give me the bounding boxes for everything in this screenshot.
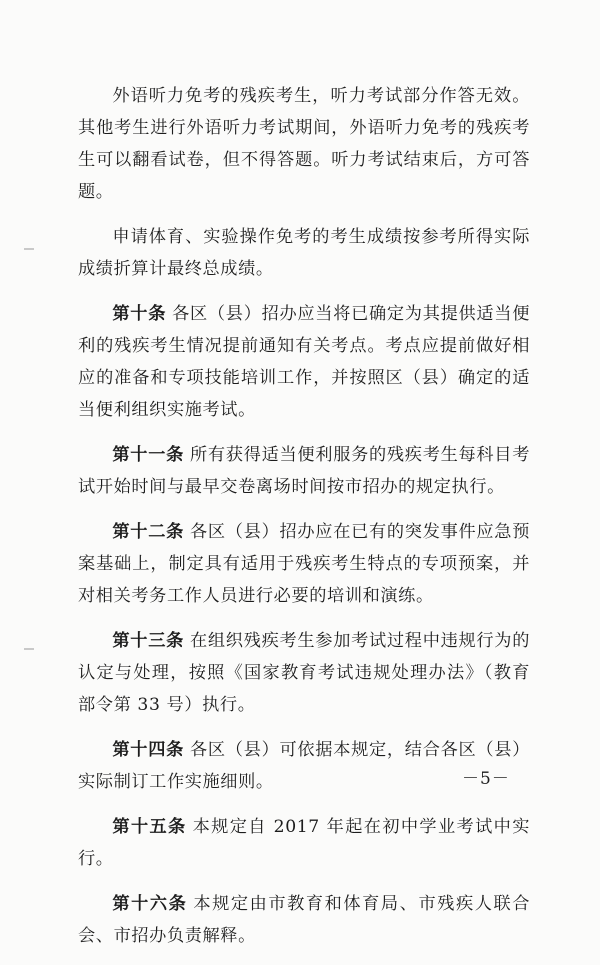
article-number: 第十四条 [112, 740, 184, 760]
article-number: 第十六条 [112, 894, 188, 914]
paragraph-text: 各区（县）招办应在已有的突发事件应急预案基础上，制定具有适用于残疾考生特点的专项预案，并对相关考务工作人员进行必要的培训和演练。 [78, 522, 530, 606]
article-11 [78, 439, 530, 503]
paragraph-text: 各区（县）可依据本规定，结合各区（县）实际制订工作实施细则。 [78, 740, 530, 792]
paragraph-text: 外语听力免考的残疾考生，听力考试部分作答无效。其他考生进行外语听力考试期间，外语听力免考的残疾考生可以翻看试卷，但不得答题。听力考试结束后，方可答题。 [78, 86, 530, 202]
article-number: 第十五条 [112, 817, 187, 837]
paragraph-text: 所有获得适当便利服务的残疾考生每科目考试开始时间与最早交卷离场时间按市招办的规定执行。 [78, 445, 530, 497]
scan-margin-mark [24, 248, 34, 250]
paragraph-listening-exemption [78, 80, 530, 208]
scan-margin-mark [24, 648, 34, 650]
article-16 [78, 888, 530, 952]
article-number: 第十三条 [112, 631, 184, 651]
paragraph-text: 本规定由市教育和体育局、市残疾人联合会、市招办负责解释。 [78, 894, 530, 946]
article-12 [78, 516, 530, 612]
paragraph-pe-lab-exemption [78, 221, 530, 285]
document-body [78, 80, 530, 965]
article-number: 第十二条 [112, 522, 184, 542]
page-number: －5－ [462, 769, 510, 789]
article-number: 第十一条 [112, 445, 184, 465]
paragraph-text: 本规定自 2017 年起在初中学业考试中实行。 [78, 817, 530, 869]
paragraph-text: 申请体育、实验操作免考的考生成绩按参考所得实际成绩折算计最终总成绩。 [78, 227, 530, 279]
article-15 [78, 811, 530, 875]
article-13 [78, 625, 530, 721]
article-10 [78, 298, 530, 426]
article-number: 第十条 [112, 304, 167, 324]
paragraph-text: 在组织残疾考生参加考试过程中违规行为的认定与处理，按照《国家教育考试违规处理办法》（教育部令第 33 号）执行。 [78, 631, 530, 715]
paragraph-text: 各区（县）招办应当将已确定为其提供适当便利的残疾考生情况提前通知有关考点。考点应提前做好相应的准备和专项技能培训工作，并按照区（县）确定的适当便利组织实施考试。 [78, 304, 530, 420]
